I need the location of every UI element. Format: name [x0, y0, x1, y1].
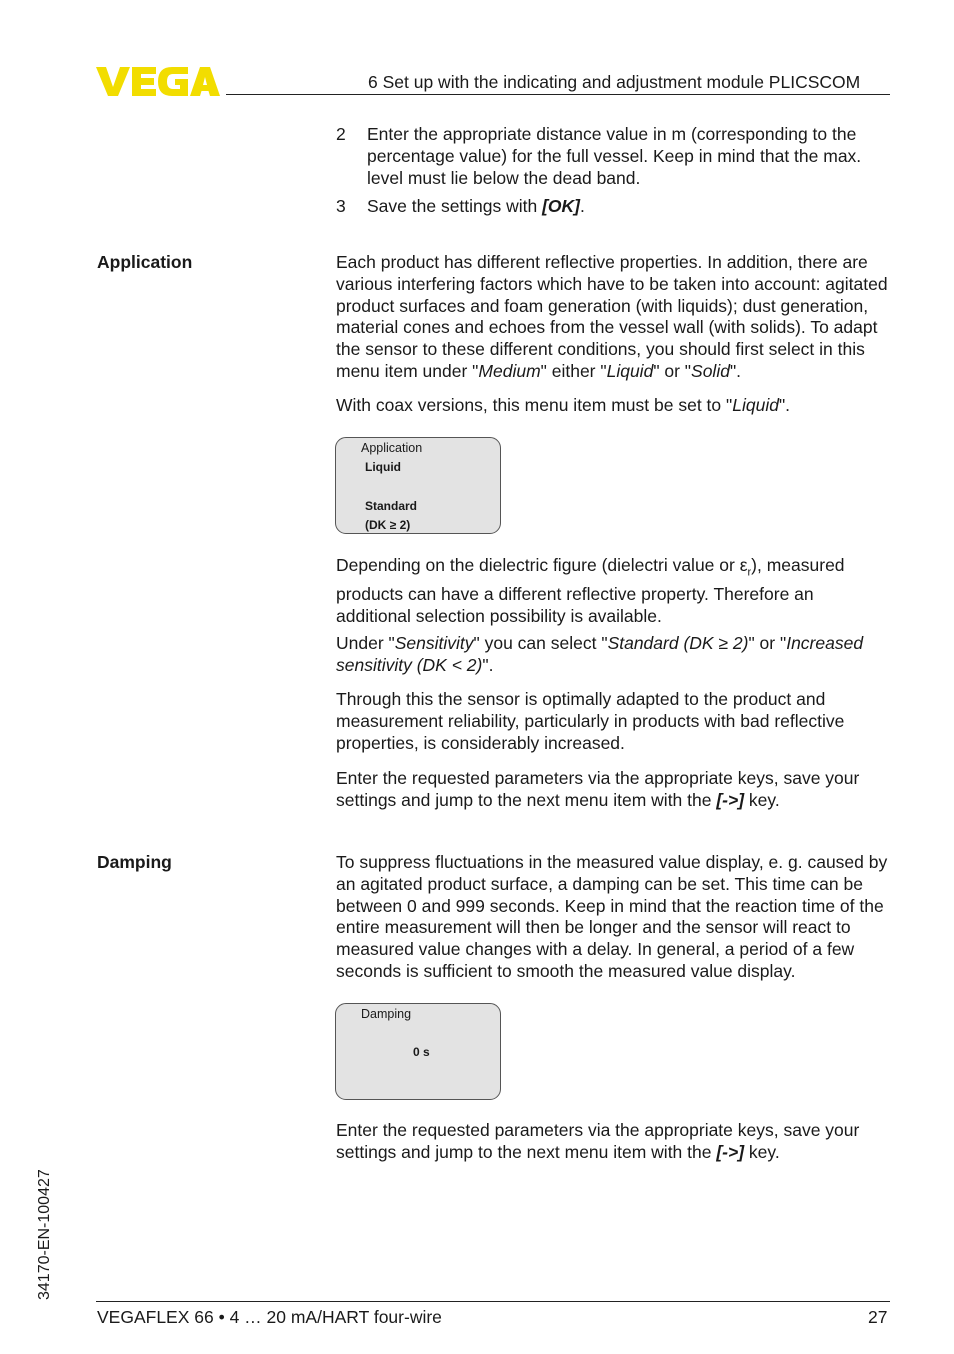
application-paragraph-1: Each product has different reflective properties. In addition, there are various interfering factors which have to be taken into account: agitated product surfaces and foam generation (with liquids); dust generation, material cones and echoes from the vessel wall (with solids). To adapt the sensor to these different conditions, you should first select in this menu item under "Medium" either "Liquid" or "Solid". [336, 252, 888, 381]
arrow-key: [->] [716, 789, 745, 810]
application-paragraph-5: Through this the sensor is optimally adapted to the product and measurement reliability, particularly in products with bad reflective properties, is considerably increased. [336, 689, 845, 753]
ok-key: [OK] [542, 196, 581, 216]
page-number: 27 [868, 1307, 888, 1327]
section-heading-damping: Damping [97, 852, 172, 872]
header-rule [226, 94, 890, 95]
document-id: 34170-EN-100427 [36, 1169, 53, 1300]
step-2 [336, 124, 892, 189]
step-number: 3 [336, 196, 346, 216]
application-paragraph-3: Depending on the dielectric figure (dielectri value or $\varepsilon_r$), measured products can have a different reflective property. Therefore an additional selection possibility is available. [336, 555, 845, 627]
step-text: Enter the appropriate distance value in m (corresponding to the percentage value) for the full vessel. Keep in mind that the max. level must lie below the dead band. [367, 124, 862, 188]
footer-product: VEGAFLEX 66 • 4 … 20 mA/HART four-wire [97, 1307, 442, 1327]
footer-rule [96, 1301, 890, 1302]
step-number: 2 [336, 124, 346, 144]
section-heading-application: Application [97, 252, 193, 272]
display-damping [335, 1003, 501, 1100]
damping-paragraph-1: To suppress fluctuations in the measured value display, e. g. caused by an agitated product surface, a damping can be set. This time can be between 0 and 999 seconds. Keep in mind that the reaction time of the entire measurement will then be longer and the sensor will react to measured value changes with a delay. In general, a period of a few seconds is sufficient to smooth the measured value display. [336, 852, 888, 981]
display-damping-value: 0 s [413, 1045, 430, 1059]
display-line-standard: Standard [365, 499, 418, 513]
application-paragraph-2: With coax versions, this menu item must be set to "Liquid". [336, 395, 791, 415]
header-section-title: 6 Set up with the indicating and adjustment module PLICSCOM [368, 72, 861, 92]
step-text: Save the settings with [OK]. [367, 196, 585, 216]
display-title: Damping [361, 1007, 412, 1021]
step-3 [336, 196, 892, 218]
display-line-dk: (DK ≥ 2) [365, 518, 411, 532]
vega-logo [96, 64, 220, 98]
display-application [335, 437, 501, 534]
application-paragraph-4: Under "Sensitivity" you can select "Standard (DK ≥ 2)" or "Increased sensitivity (DK < 2)". [336, 633, 864, 675]
application-paragraph-6: Enter the requested parameters via the appropriate keys, save your settings and jump to the next menu item with the [->] key. [336, 768, 860, 810]
damping-paragraph-2: Enter the requested parameters via the appropriate keys, save your settings and jump to the next menu item with the [->] key. [336, 1120, 860, 1162]
display-title: Application [361, 441, 423, 455]
display-line-liquid: Liquid [365, 460, 401, 474]
arrow-key: [->] [716, 1141, 745, 1162]
